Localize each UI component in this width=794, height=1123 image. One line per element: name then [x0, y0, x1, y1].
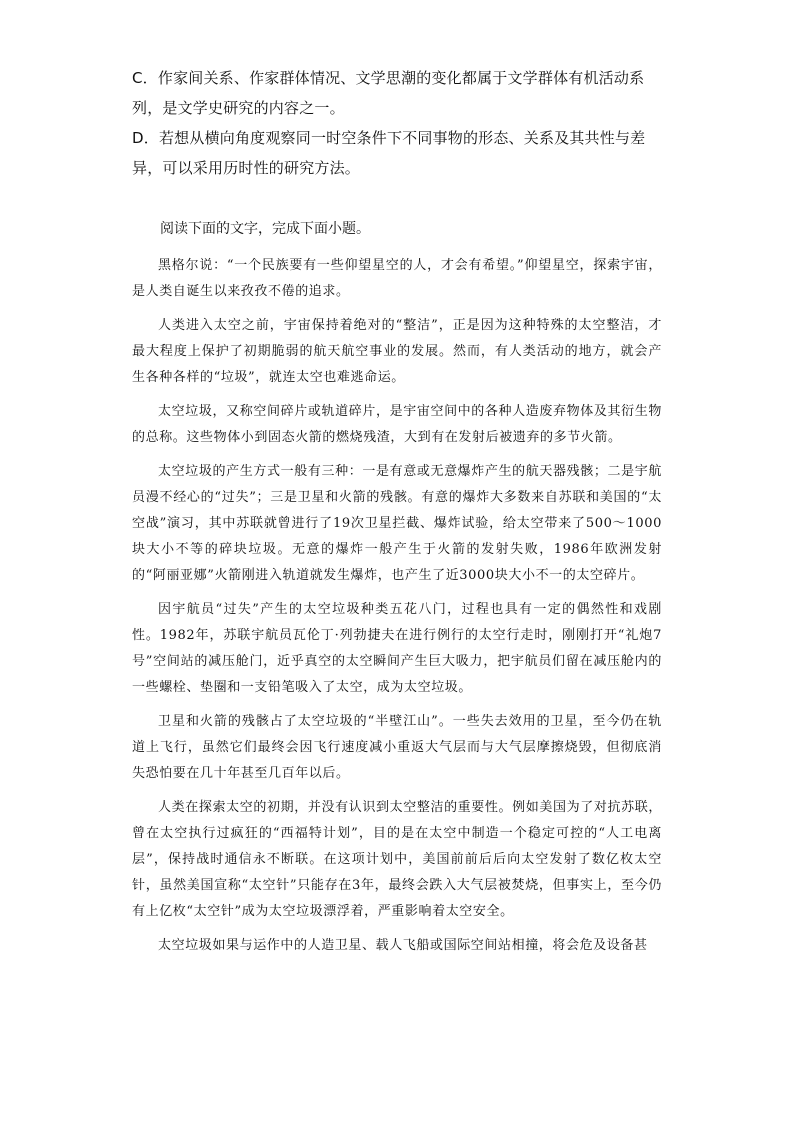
article-paragraph: 黑格尔说：“一个民族要有一些仰望星空的人，才会有希望。”仰望星空，探索宇宙，是人类自诞生以来孜孜不倦的追求。 — [132, 258, 662, 299]
article-paragraph: 因宇航员“过失”产生的太空垃圾种类五花八门，过程也具有一定的偶然性和戏剧性。1982年，苏联宇航员瓦伦丁·列勃捷夫在进行例行的太空行走时，刚刚打开“礼炮7号”空间站的减压舱门，近乎真空的太空瞬间产生巨大吸力，把宇航员们留在减压舱内的一些螺栓、垫圈和一支铅笔吸入了太空，成为太空垃圾。 — [132, 602, 662, 695]
article-paragraph: 卫星和火箭的残骸占了太空垃圾的“半壁江山”。一些失去效用的卫星，至今仍在轨道上飞行，虽然它们最终会因飞行速度减小重返大气层而与大气层摩擦烧毁，但彻底消失恐怕要在几十年甚至几百年以后。 — [132, 714, 662, 781]
article-paragraph: 太空垃圾的产生方式一般有三种：一是有意或无意爆炸产生的航天器残骸；二是宇航员漫不经心的“过失”；三是卫星和火箭的残骸。有意的爆炸大多数来自苏联和美国的“太空战”演习，其中苏联就曾进行了19次卫星拦截、爆炸试验，给太空带来了500～1000块大小不等的碎块垃圾。无意的爆炸一般产生于火箭的发射失败，1986年欧洲发射的“阿丽亚娜”火箭刚进入轨道就发生爆炸，也产生了近3000块大小不一的太空碎片。 — [132, 464, 662, 583]
option-d: D．若想从横向角度观察同一时空条件下不同事物的形态、关系及其共性与差异，可以采用历时性的研究方法。 — [132, 129, 646, 177]
option-c: C．作家间关系、作家群体情况、文学思潮的变化都属于文学群体有机活动系列，是文学史研究的内容之一。 — [132, 69, 645, 117]
article-paragraph: 人类进入太空之前，宇宙保持着绝对的“整洁”，正是因为这种特殊的太空整洁，才最大程度上保护了初期脆弱的航天航空事业的发展。然而，有人类活动的地方，就会产生各种各样的“垃圾”，就连太空也难逃命运。 — [132, 318, 662, 385]
article-body — [132, 253, 662, 967]
article-paragraph: 太空垃圾，又称空间碎片或轨道碎片，是宇宙空间中的各种人造废弃物体及其衍生物的总称。这些物体小到固态火箭的燃烧残渣，大到有在发射后被遗弃的多节火箭。 — [132, 404, 662, 445]
article-paragraph: 人类在探索太空的初期，并没有认识到太空整洁的重要性。例如美国为了对抗苏联，曾在太空执行过疯狂的“西福特计划”，目的是在太空中制造一个稳定可控的“人工电离层”，保持战时通信永不断联。在这项计划中，美国前前后后向太空发射了数亿枚太空针，虽然美国宣称“太空针”只能存在3年，最终会跌入大气层被焚烧，但事实上，至今仍有上亿枚“太空针”成为太空垃圾漂浮着，严重影响着太空安全。 — [132, 800, 662, 919]
reading-instruction: 阅读下面的文字，完成下面小题。 — [160, 221, 370, 237]
article-paragraph: 太空垃圾如果与运作中的人造卫星、载人飞船或国际空间站相撞，将会危及设备甚 — [158, 938, 648, 953]
